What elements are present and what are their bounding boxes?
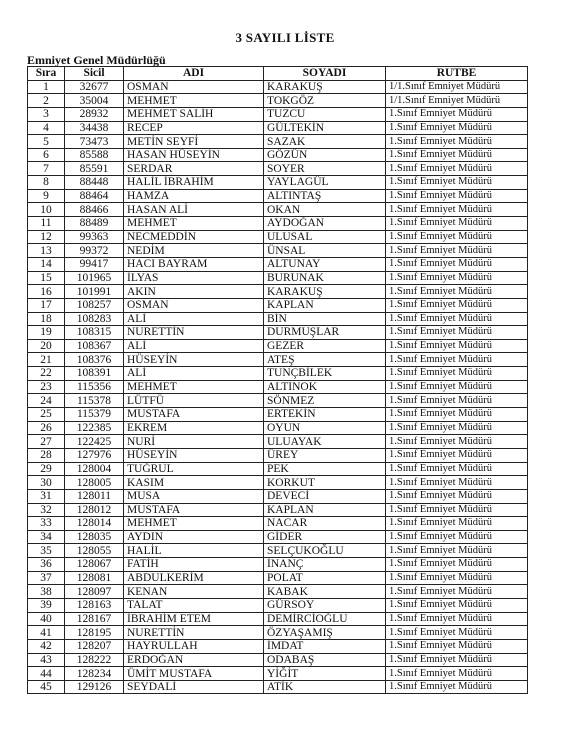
cell-sira: 38 <box>28 585 65 599</box>
cell-sicil: 128167 <box>65 612 124 626</box>
cell-sira: 16 <box>28 285 65 299</box>
cell-sicil: 28932 <box>65 107 124 121</box>
cell-rutbe: 1.Sınıf Emniyet Müdürü <box>386 639 528 653</box>
cell-soyadi: KABAK <box>264 585 386 599</box>
cell-sicil: 34438 <box>65 121 124 135</box>
table-header-row <box>28 67 528 81</box>
cell-sicil: 85588 <box>65 148 124 162</box>
cell-rutbe: 1.Sınıf Emniyet Müdürü <box>386 435 528 449</box>
table-row <box>28 517 528 531</box>
cell-rutbe: 1.Sınıf Emniyet Müdürü <box>386 667 528 681</box>
table-row <box>28 189 528 203</box>
cell-rutbe: 1.Sınıf Emniyet Müdürü <box>386 462 528 476</box>
cell-sicil: 73473 <box>65 135 124 149</box>
cell-sicil: 128222 <box>65 653 124 667</box>
table-row <box>28 230 528 244</box>
cell-adi: NECMEDDİN <box>124 230 264 244</box>
cell-soyadi: KAPLAN <box>264 298 386 312</box>
table-row <box>28 285 528 299</box>
cell-rutbe: 1.Sınıf Emniyet Müdürü <box>386 271 528 285</box>
cell-adi: ÜMİT MUSTAFA <box>124 667 264 681</box>
cell-sicil: 128097 <box>65 585 124 599</box>
cell-soyadi: TUNÇBİLEK <box>264 367 386 381</box>
table-row <box>28 680 528 694</box>
cell-sira: 6 <box>28 148 65 162</box>
cell-sicil: 35004 <box>65 94 124 108</box>
cell-rutbe: 1.Sınıf Emniyet Müdürü <box>386 230 528 244</box>
cell-adi: HÜSEYİN <box>124 353 264 367</box>
cell-adi: MUSA <box>124 489 264 503</box>
cell-rutbe: 1.Sınıf Emniyet Müdürü <box>386 408 528 422</box>
table-row <box>28 462 528 476</box>
table-row <box>28 435 528 449</box>
cell-adi: SEYDALİ <box>124 680 264 694</box>
cell-adi: İLYAS <box>124 271 264 285</box>
table-row <box>28 257 528 271</box>
table-row <box>28 558 528 572</box>
cell-sicil: 115379 <box>65 408 124 422</box>
cell-soyadi: SÖNMEZ <box>264 394 386 408</box>
table-row <box>28 448 528 462</box>
cell-adi: METİN SEYFİ <box>124 135 264 149</box>
cell-adi: TALAT <box>124 598 264 612</box>
cell-sira: 32 <box>28 503 65 517</box>
cell-sicil: 128005 <box>65 476 124 490</box>
cell-sira: 10 <box>28 203 65 217</box>
cell-soyadi: ULUSAL <box>264 230 386 244</box>
cell-soyadi: TUZCU <box>264 107 386 121</box>
cell-adi: MEHMET <box>124 380 264 394</box>
table-row <box>28 489 528 503</box>
cell-adi: NURETTİN <box>124 626 264 640</box>
cell-soyadi: DEMİRCİOĞLU <box>264 612 386 626</box>
cell-rutbe: 1.Sınıf Emniyet Müdürü <box>386 544 528 558</box>
cell-sicil: 99372 <box>65 244 124 258</box>
cell-sira: 18 <box>28 312 65 326</box>
cell-sicil: 128163 <box>65 598 124 612</box>
cell-sicil: 108391 <box>65 367 124 381</box>
table-row <box>28 598 528 612</box>
cell-adi: AYDIN <box>124 530 264 544</box>
cell-rutbe: 1.Sınıf Emniyet Müdürü <box>386 285 528 299</box>
cell-sicil: 101965 <box>65 271 124 285</box>
cell-sicil: 122425 <box>65 435 124 449</box>
table-row <box>28 244 528 258</box>
cell-soyadi: KORKUT <box>264 476 386 490</box>
cell-rutbe: 1.Sınıf Emniyet Müdürü <box>386 107 528 121</box>
cell-soyadi: GÜRSOY <box>264 598 386 612</box>
table-row <box>28 653 528 667</box>
table-row <box>28 585 528 599</box>
table-row <box>28 503 528 517</box>
column-header-soyadi: SOYADI <box>264 67 386 81</box>
cell-rutbe: 1.Sınıf Emniyet Müdürü <box>386 530 528 544</box>
cell-adi: OSMAN <box>124 80 264 94</box>
table-row <box>28 217 528 231</box>
cell-sira: 33 <box>28 517 65 531</box>
cell-rutbe: 1/1.Sınıf Emniyet Müdürü <box>386 94 528 108</box>
cell-soyadi: YİĞİT <box>264 667 386 681</box>
cell-sira: 8 <box>28 176 65 190</box>
cell-sicil: 108376 <box>65 353 124 367</box>
cell-rutbe: 1.Sınıf Emniyet Müdürü <box>386 626 528 640</box>
cell-sira: 44 <box>28 667 65 681</box>
cell-rutbe: 1.Sınıf Emniyet Müdürü <box>386 612 528 626</box>
cell-adi: KASIM <box>124 476 264 490</box>
cell-rutbe: 1.Sınıf Emniyet Müdürü <box>386 598 528 612</box>
cell-sira: 3 <box>28 107 65 121</box>
cell-adi: HASAN ALİ <box>124 203 264 217</box>
column-header-sira: Sıra <box>28 67 65 81</box>
page-title: 3 SAYILI LİSTE <box>235 30 335 45</box>
cell-sira: 37 <box>28 571 65 585</box>
table-row <box>28 326 528 340</box>
cell-sira: 26 <box>28 421 65 435</box>
column-header-rutbe: RUTBE <box>386 67 528 81</box>
cell-adi: HAYRULLAH <box>124 639 264 653</box>
table-row <box>28 421 528 435</box>
cell-adi: MEHMET SALİH <box>124 107 264 121</box>
cell-adi: SERDAR <box>124 162 264 176</box>
cell-rutbe: 1.Sınıf Emniyet Müdürü <box>386 489 528 503</box>
cell-soyadi: ULUAYAK <box>264 435 386 449</box>
cell-adi: MEHMET <box>124 517 264 531</box>
cell-soyadi: YAYLAGÜL <box>264 176 386 190</box>
cell-sira: 35 <box>28 544 65 558</box>
table-row <box>28 639 528 653</box>
cell-rutbe: 1.Sınıf Emniyet Müdürü <box>386 162 528 176</box>
cell-sicil: 99417 <box>65 257 124 271</box>
department-heading: Emniyet Genel Müdürlüğü <box>27 53 166 67</box>
cell-adi: HÜSEYİN <box>124 448 264 462</box>
table-row <box>28 176 528 190</box>
cell-adi: NEDİM <box>124 244 264 258</box>
cell-sicil: 108367 <box>65 339 124 353</box>
cell-soyadi: BİN <box>264 312 386 326</box>
table-row <box>28 339 528 353</box>
cell-sicil: 122385 <box>65 421 124 435</box>
cell-rutbe: 1.Sınıf Emniyet Müdürü <box>386 476 528 490</box>
cell-rutbe: 1.Sınıf Emniyet Müdürü <box>386 571 528 585</box>
cell-sicil: 128004 <box>65 462 124 476</box>
cell-rutbe: 1.Sınıf Emniyet Müdürü <box>386 121 528 135</box>
cell-sicil: 32677 <box>65 80 124 94</box>
cell-soyadi: ODABAŞ <box>264 653 386 667</box>
cell-adi: HACI BAYRAM <box>124 257 264 271</box>
cell-sira: 28 <box>28 448 65 462</box>
table-row <box>28 380 528 394</box>
cell-soyadi: DURMUŞLAR <box>264 326 386 340</box>
cell-rutbe: 1.Sınıf Emniyet Müdürü <box>386 298 528 312</box>
cell-sicil: 88466 <box>65 203 124 217</box>
table-row <box>28 271 528 285</box>
cell-sicil: 128011 <box>65 489 124 503</box>
cell-sira: 11 <box>28 217 65 231</box>
cell-rutbe: 1.Sınıf Emniyet Müdürü <box>386 339 528 353</box>
cell-rutbe: 1.Sınıf Emniyet Müdürü <box>386 148 528 162</box>
table-row <box>28 298 528 312</box>
cell-soyadi: ALTUNAY <box>264 257 386 271</box>
cell-sira: 12 <box>28 230 65 244</box>
cell-adi: HALİL <box>124 544 264 558</box>
table-row <box>28 571 528 585</box>
cell-sicil: 88448 <box>65 176 124 190</box>
table-row <box>28 162 528 176</box>
cell-sicil: 128234 <box>65 667 124 681</box>
cell-soyadi: ERTEKİN <box>264 408 386 422</box>
table-row <box>28 667 528 681</box>
cell-rutbe: 1.Sınıf Emniyet Müdürü <box>386 653 528 667</box>
cell-sicil: 115356 <box>65 380 124 394</box>
cell-sira: 19 <box>28 326 65 340</box>
cell-soyadi: DEVECİ <box>264 489 386 503</box>
cell-sira: 24 <box>28 394 65 408</box>
cell-soyadi: ÜREY <box>264 448 386 462</box>
cell-adi: ALİ <box>124 367 264 381</box>
cell-rutbe: 1.Sınıf Emniyet Müdürü <box>386 680 528 694</box>
cell-rutbe: 1.Sınıf Emniyet Müdürü <box>386 217 528 231</box>
cell-rutbe: 1.Sınıf Emniyet Müdürü <box>386 367 528 381</box>
cell-rutbe: 1.Sınıf Emniyet Müdürü <box>386 176 528 190</box>
cell-soyadi: İMDAT <box>264 639 386 653</box>
cell-sicil: 128055 <box>65 544 124 558</box>
cell-sicil: 108315 <box>65 326 124 340</box>
column-header-adi: ADI <box>124 67 264 81</box>
table-row <box>28 367 528 381</box>
cell-rutbe: 1.Sınıf Emniyet Müdürü <box>386 503 528 517</box>
cell-sira: 40 <box>28 612 65 626</box>
cell-adi: LÜTFÜ <box>124 394 264 408</box>
cell-sira: 31 <box>28 489 65 503</box>
cell-soyadi: ATEŞ <box>264 353 386 367</box>
cell-sira: 21 <box>28 353 65 367</box>
cell-sicil: 108283 <box>65 312 124 326</box>
table-row <box>28 530 528 544</box>
table-row <box>28 626 528 640</box>
cell-rutbe: 1.Sınıf Emniyet Müdürü <box>386 394 528 408</box>
cell-soyadi: TOKGÖZ <box>264 94 386 108</box>
cell-adi: ALİ <box>124 312 264 326</box>
table-row <box>28 94 528 108</box>
table-row <box>28 353 528 367</box>
cell-rutbe: 1.Sınıf Emniyet Müdürü <box>386 312 528 326</box>
table-row <box>28 312 528 326</box>
cell-rutbe: 1.Sınıf Emniyet Müdürü <box>386 353 528 367</box>
cell-rutbe: 1.Sınıf Emniyet Müdürü <box>386 380 528 394</box>
cell-sira: 25 <box>28 408 65 422</box>
cell-sira: 15 <box>28 271 65 285</box>
cell-sicil: 88464 <box>65 189 124 203</box>
cell-sira: 27 <box>28 435 65 449</box>
cell-soyadi: PEK <box>264 462 386 476</box>
cell-adi: FATİH <box>124 558 264 572</box>
cell-adi: RECEP <box>124 121 264 135</box>
cell-sira: 9 <box>28 189 65 203</box>
cell-rutbe: 1.Sınıf Emniyet Müdürü <box>386 517 528 531</box>
cell-adi: İBRAHİM ETEM <box>124 612 264 626</box>
cell-sira: 1 <box>28 80 65 94</box>
table-row <box>28 394 528 408</box>
cell-sira: 36 <box>28 558 65 572</box>
cell-soyadi: SAZAK <box>264 135 386 149</box>
cell-adi: NURİ <box>124 435 264 449</box>
cell-soyadi: SELÇUKOĞLU <box>264 544 386 558</box>
cell-sira: 17 <box>28 298 65 312</box>
cell-soyadi: ATİK <box>264 680 386 694</box>
cell-rutbe: 1.Sınıf Emniyet Müdürü <box>386 585 528 599</box>
cell-soyadi: ÖZYAŞAMIŞ <box>264 626 386 640</box>
cell-adi: ERDOĞAN <box>124 653 264 667</box>
cell-soyadi: ALTINTAŞ <box>264 189 386 203</box>
cell-adi: OSMAN <box>124 298 264 312</box>
cell-soyadi: İNANÇ <box>264 558 386 572</box>
cell-sira: 2 <box>28 94 65 108</box>
cell-sira: 41 <box>28 626 65 640</box>
cell-sira: 20 <box>28 339 65 353</box>
table-row <box>28 203 528 217</box>
cell-soyadi: OYUN <box>264 421 386 435</box>
cell-sira: 34 <box>28 530 65 544</box>
cell-sicil: 108257 <box>65 298 124 312</box>
cell-soyadi: KARAKUŞ <box>264 285 386 299</box>
cell-sira: 42 <box>28 639 65 653</box>
table-row <box>28 476 528 490</box>
cell-soyadi: POLAT <box>264 571 386 585</box>
cell-sira: 23 <box>28 380 65 394</box>
personnel-table <box>27 66 528 694</box>
cell-rutbe: 1.Sınıf Emniyet Müdürü <box>386 448 528 462</box>
cell-sira: 13 <box>28 244 65 258</box>
cell-adi: NURETTİN <box>124 326 264 340</box>
cell-rutbe: 1.Sınıf Emniyet Müdürü <box>386 203 528 217</box>
cell-sicil: 99363 <box>65 230 124 244</box>
cell-soyadi: KAPLAN <box>264 503 386 517</box>
table-row <box>28 612 528 626</box>
cell-sicil: 128207 <box>65 639 124 653</box>
table-row <box>28 544 528 558</box>
cell-sira: 39 <box>28 598 65 612</box>
cell-soyadi: GİDER <box>264 530 386 544</box>
table-row <box>28 135 528 149</box>
cell-soyadi: KARAKUŞ <box>264 80 386 94</box>
cell-adi: AKIN <box>124 285 264 299</box>
cell-sicil: 127976 <box>65 448 124 462</box>
cell-sicil: 128035 <box>65 530 124 544</box>
column-header-sicil: Sicil <box>65 67 124 81</box>
cell-sicil: 88489 <box>65 217 124 231</box>
cell-adi: KENAN <box>124 585 264 599</box>
cell-sicil: 128067 <box>65 558 124 572</box>
cell-soyadi: ÜNSAL <box>264 244 386 258</box>
cell-rutbe: 1.Sınıf Emniyet Müdürü <box>386 189 528 203</box>
cell-adi: MEHMET <box>124 94 264 108</box>
cell-sicil: 85591 <box>65 162 124 176</box>
cell-sira: 7 <box>28 162 65 176</box>
cell-sicil: 128081 <box>65 571 124 585</box>
cell-sira: 45 <box>28 680 65 694</box>
cell-adi: MEHMET <box>124 217 264 231</box>
cell-rutbe: 1.Sınıf Emniyet Müdürü <box>386 257 528 271</box>
cell-adi: MUSTAFA <box>124 503 264 517</box>
cell-sicil: 128012 <box>65 503 124 517</box>
cell-adi: MUSTAFA <box>124 408 264 422</box>
cell-sira: 22 <box>28 367 65 381</box>
cell-sira: 5 <box>28 135 65 149</box>
cell-sira: 29 <box>28 462 65 476</box>
cell-sicil: 129126 <box>65 680 124 694</box>
cell-soyadi: OKAN <box>264 203 386 217</box>
cell-adi: EKREM <box>124 421 264 435</box>
cell-adi: HAMZA <box>124 189 264 203</box>
cell-rutbe: 1.Sınıf Emniyet Müdürü <box>386 326 528 340</box>
cell-soyadi: BURUNAK <box>264 271 386 285</box>
cell-adi: HALİL İBRAHİM <box>124 176 264 190</box>
cell-adi: TUĞRUL <box>124 462 264 476</box>
table-row <box>28 107 528 121</box>
cell-soyadi: GÖZÜN <box>264 148 386 162</box>
cell-adi: ALİ <box>124 339 264 353</box>
table-row <box>28 148 528 162</box>
cell-rutbe: 1.Sınıf Emniyet Müdürü <box>386 558 528 572</box>
cell-rutbe: 1/1.Sınıf Emniyet Müdürü <box>386 80 528 94</box>
cell-adi: HASAN HÜSEYİN <box>124 148 264 162</box>
cell-sicil: 115378 <box>65 394 124 408</box>
cell-sira: 30 <box>28 476 65 490</box>
table-row <box>28 408 528 422</box>
cell-adi: ABDULKERİM <box>124 571 264 585</box>
cell-sira: 43 <box>28 653 65 667</box>
cell-sicil: 128014 <box>65 517 124 531</box>
cell-sira: 14 <box>28 257 65 271</box>
cell-soyadi: SOYER <box>264 162 386 176</box>
cell-soyadi: ALTINOK <box>264 380 386 394</box>
table-row <box>28 80 528 94</box>
cell-rutbe: 1.Sınıf Emniyet Müdürü <box>386 244 528 258</box>
cell-soyadi: AYDOĞAN <box>264 217 386 231</box>
cell-sira: 4 <box>28 121 65 135</box>
cell-sicil: 128195 <box>65 626 124 640</box>
cell-sicil: 101991 <box>65 285 124 299</box>
cell-soyadi: NACAR <box>264 517 386 531</box>
cell-soyadi: GEZER <box>264 339 386 353</box>
cell-rutbe: 1.Sınıf Emniyet Müdürü <box>386 421 528 435</box>
cell-soyadi: GÜLTEKİN <box>264 121 386 135</box>
table-row <box>28 121 528 135</box>
cell-rutbe: 1.Sınıf Emniyet Müdürü <box>386 135 528 149</box>
